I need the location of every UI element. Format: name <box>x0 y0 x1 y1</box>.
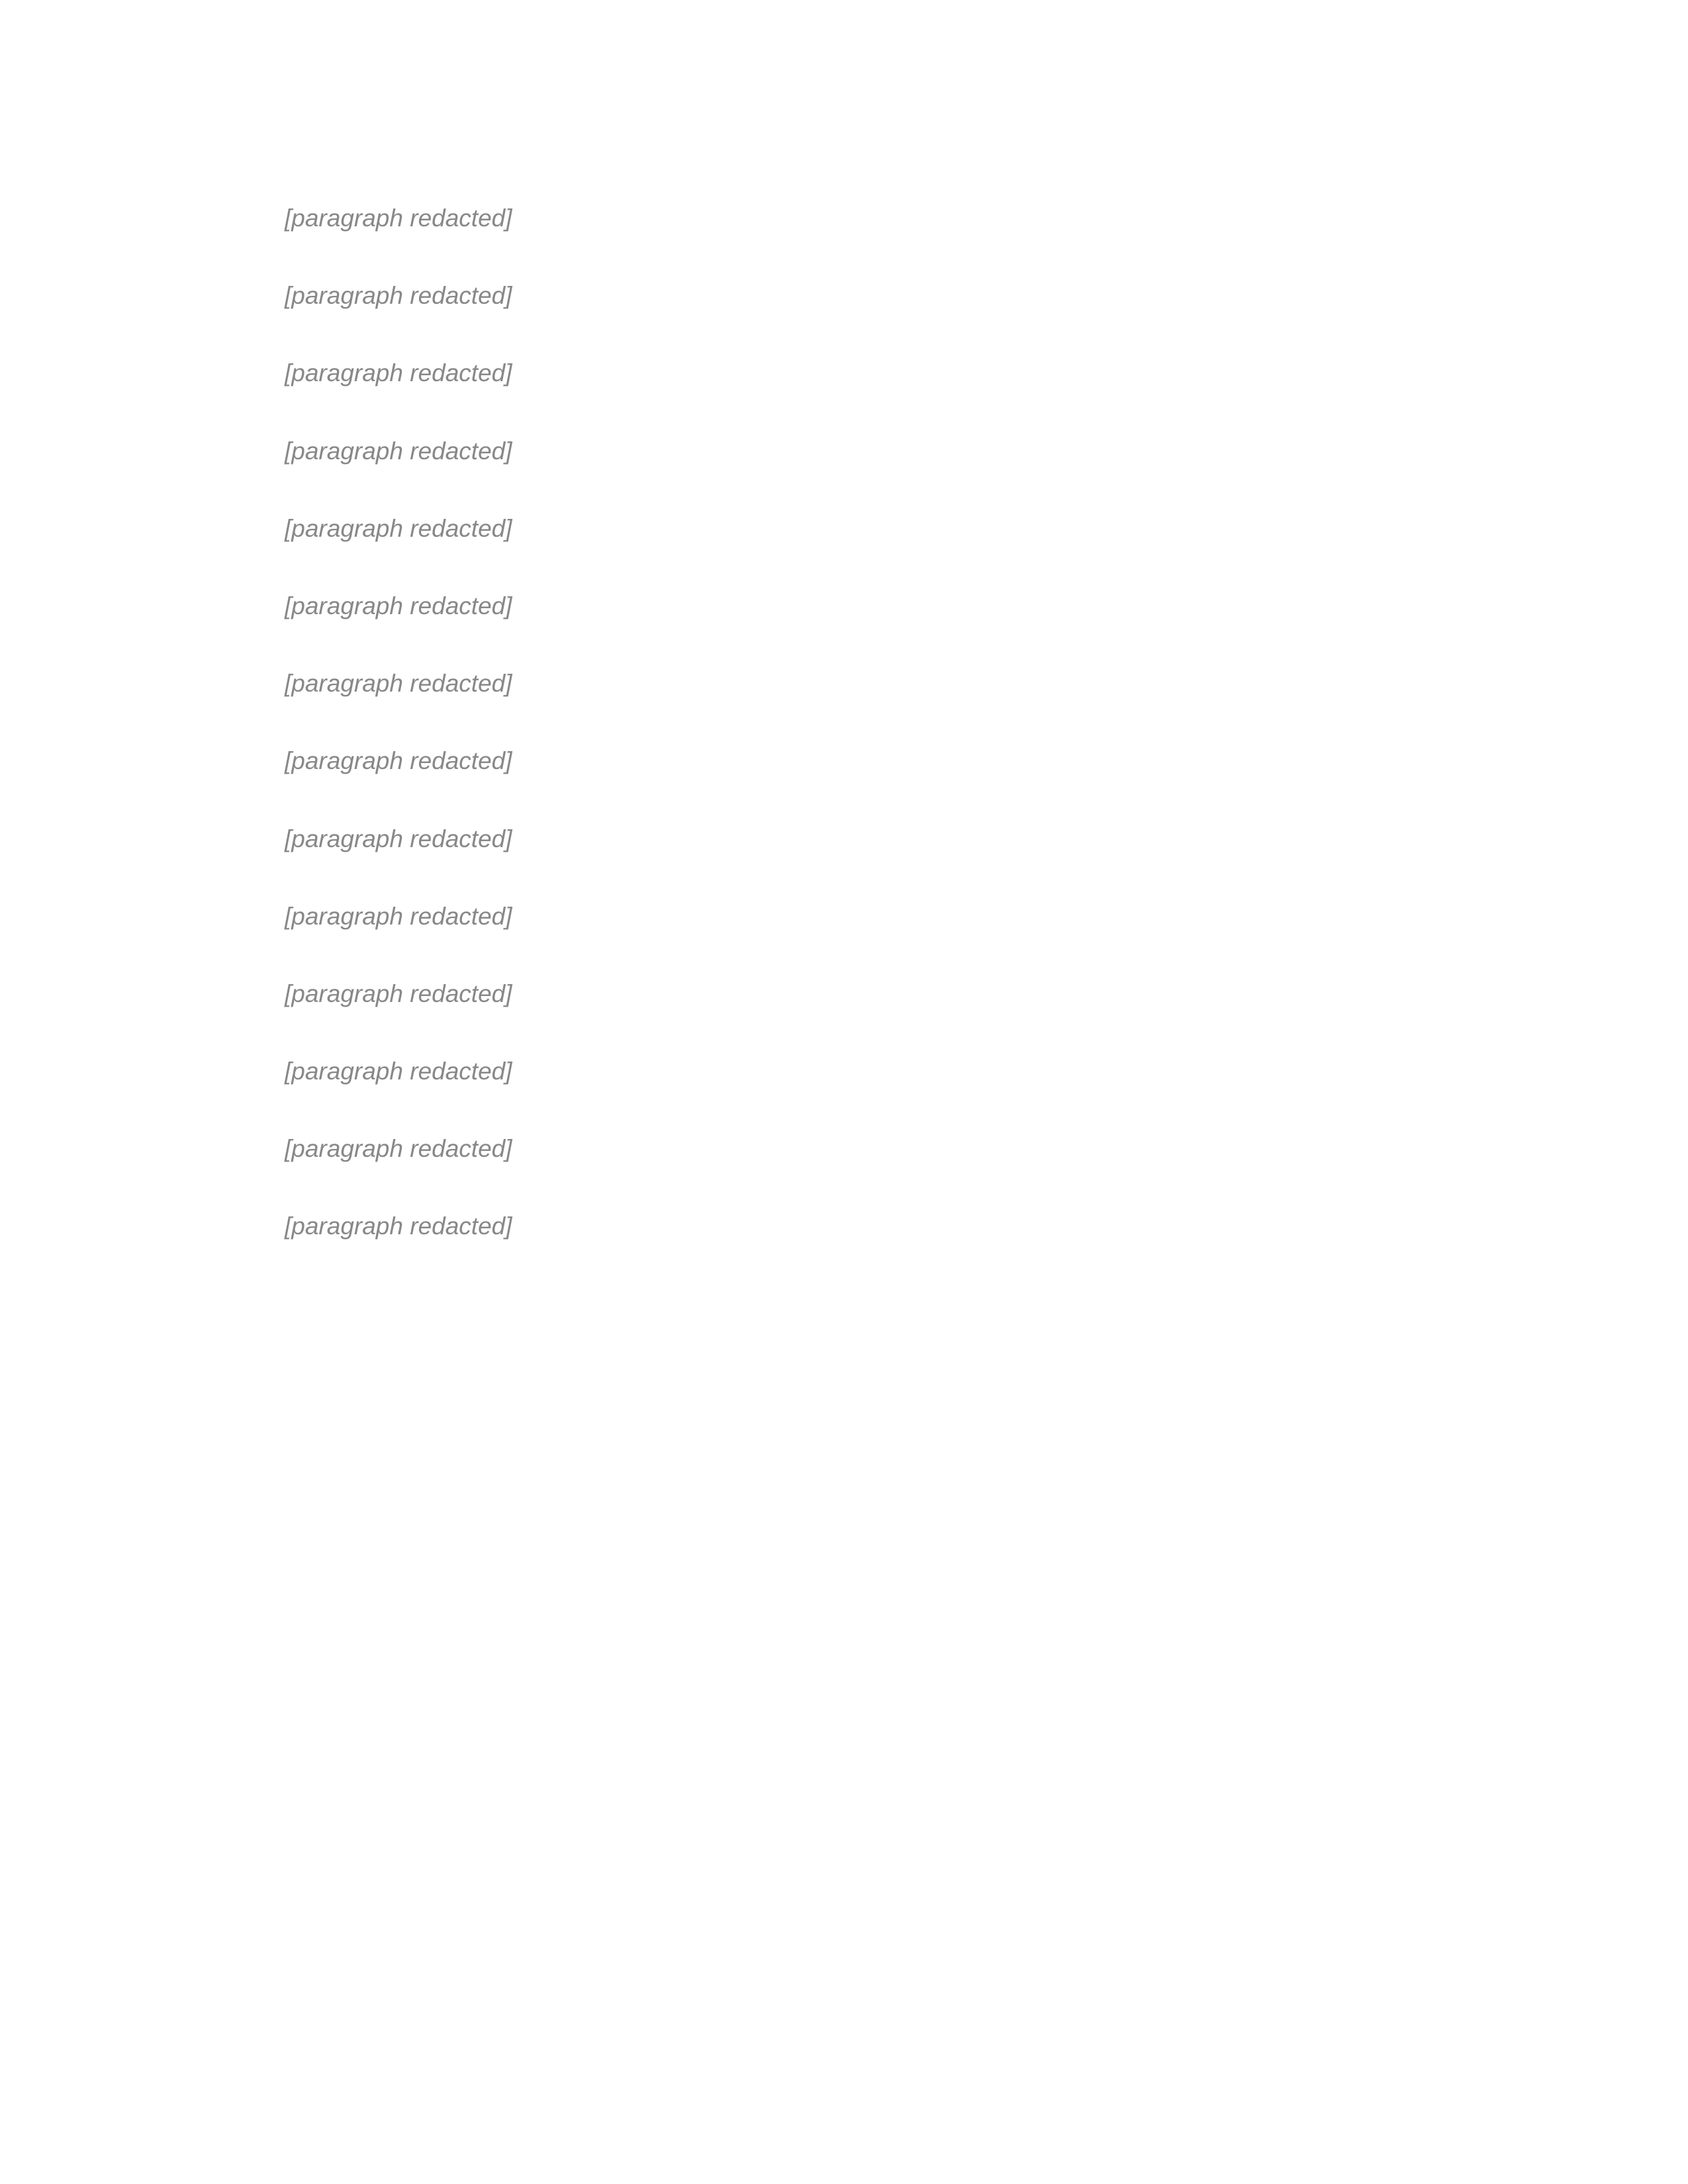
paragraph: [paragraph redacted] <box>285 282 512 310</box>
paragraph: [paragraph redacted] <box>285 205 512 232</box>
paragraph: [paragraph redacted] <box>285 1058 512 1085</box>
paragraph: [paragraph redacted] <box>285 979 512 1007</box>
paragraph: [paragraph redacted] <box>285 670 512 698</box>
paragraph: [paragraph redacted] <box>285 1212 512 1240</box>
paragraph: [paragraph redacted] <box>285 1135 512 1163</box>
paragraph: [paragraph redacted] <box>285 514 512 542</box>
paragraph: [paragraph redacted] <box>285 359 512 387</box>
paragraph-container <box>192 199 1496 1246</box>
paragraph: [paragraph redacted] <box>285 437 512 465</box>
paragraph: [paragraph redacted] <box>285 825 512 852</box>
paragraph: [paragraph redacted] <box>285 592 512 619</box>
paragraph: [paragraph redacted] <box>285 747 512 775</box>
paragraph: [paragraph redacted] <box>285 902 512 930</box>
